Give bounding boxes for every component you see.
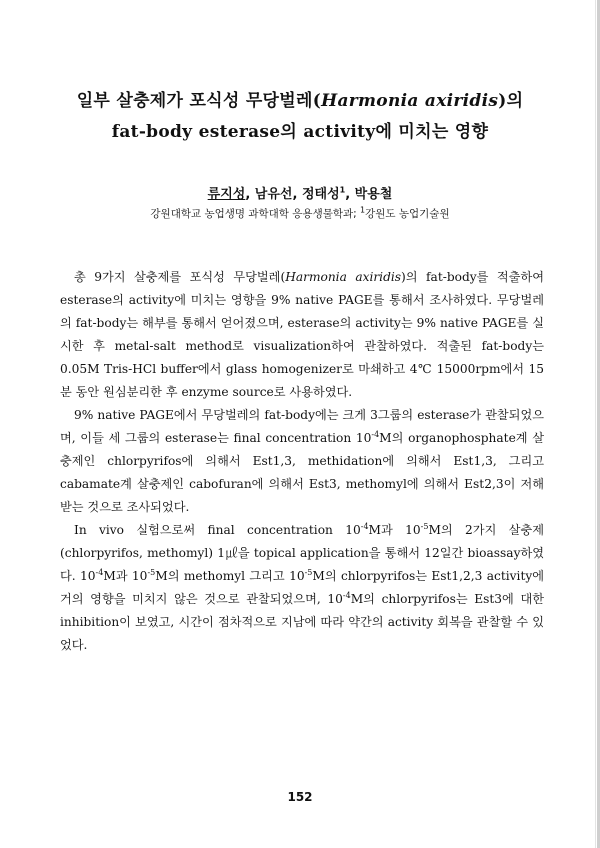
p3-exponent-1: -4 xyxy=(360,521,369,531)
p1-text-b: )의 fat-body를 적출하여 esterase의 activity에 미치는 영향을 9% native PAGE를 통해서 조사하였다. 무당벌레의 fat-body는 해부를 통해서 얻어졌으며, esterase의 activity는 9% native PAGE를 실시한 후 metal-salt method로 visualization하여 관찰하였다. 적출된 fat-body는 0.05M Tris-HCl buffer에서 glass homogenizer로 마쇄하고 4℃ 15000rpm에서 15분 동안 원심분리한 후 enzyme source로 사용하였다. xyxy=(60,270,544,399)
title-text-b: )의 xyxy=(498,91,524,111)
paragraph-3 xyxy=(60,519,544,657)
title-species: Harmonia axiridis xyxy=(321,91,499,111)
author-rest-a: , 남유선, 정태성 xyxy=(245,187,340,202)
p3-text-f: M의 chlorpyrifos는 Est1,2,3 activity에 거의 영향을 미치지 않은 것으로 관찰되었으며, 10 xyxy=(60,569,544,606)
author-affil-mark: 1 xyxy=(339,185,346,195)
p3-exponent-6: -4 xyxy=(342,590,351,600)
p3-text-g: M의 chlorpyrifos는 Est3에 대한 inhibition이 보였고, 시간이 점차적으로 지남에 따라 약간의 activity 회복을 관찰할 수 있었다. xyxy=(60,592,544,652)
title-line-2: fat-body esterase의 activity에 미치는 영향 xyxy=(111,122,489,142)
p3-exponent-5: -5 xyxy=(304,567,313,577)
p1-species: Harmonia axiridis xyxy=(285,270,402,284)
author-first: 류지성 xyxy=(207,187,246,202)
author-list xyxy=(0,183,600,202)
scan-edge-line xyxy=(595,0,596,848)
affiliation-b: 강원도 농업기술원 xyxy=(365,208,450,220)
page-number: 152 xyxy=(287,790,313,804)
title-line-1 xyxy=(40,86,560,111)
affiliation xyxy=(0,206,600,221)
p3-exponent-4: -5 xyxy=(147,567,156,577)
paragraph-2 xyxy=(60,404,544,519)
p3-exponent-2: -5 xyxy=(420,521,429,531)
p3-exponent-3: -4 xyxy=(95,567,104,577)
p3-text-c: M의 2가지 살충제(chlorpyrifos, methomyl) 1㎕을 topical application을 통해서 12일간 bioassay하였다. 10 xyxy=(60,523,544,583)
abstract-body xyxy=(60,266,544,657)
p1-text-a: 총 9가지 살충제를 포식성 무당벌레( xyxy=(74,270,286,284)
paragraph-1 xyxy=(60,266,544,404)
p3-text-b: M과 10 xyxy=(368,523,421,537)
title-text-a: 일부 살충제가 포식성 무당벌레( xyxy=(76,91,322,111)
author-rest-b: , 박용철 xyxy=(345,187,393,202)
p3-text-a: In vivo 실험으로써 final concentration 10 xyxy=(74,523,361,537)
p3-text-e: M의 methomyl 그리고 10 xyxy=(155,569,305,583)
p2-text-a: 9% native PAGE에서 무당벌레의 fat-body에는 크게 3그룹의 esterase가 관찰되었으며, 이들 세 그룹의 esterase는 final concentration 10 xyxy=(60,408,544,445)
p2-text-b: M의 organophosphate계 살충제인 chlorpyrifos에 의해서 Est1,3, methidation에 의해서 Est1,3, 그리고 cabamate계 살충제인 cabofuran에 의해서 Est3, methomyl에 의해서 Est2,3이 저해 받는 것으로 조사되었다. xyxy=(60,431,544,514)
p2-exponent: -4 xyxy=(371,429,380,439)
p3-text-d: M과 10 xyxy=(103,569,148,583)
affiliation-a: 강원대학교 농업생명 과학대학 응용생물학과; xyxy=(150,208,361,220)
affiliation-mark: 1 xyxy=(360,205,366,215)
